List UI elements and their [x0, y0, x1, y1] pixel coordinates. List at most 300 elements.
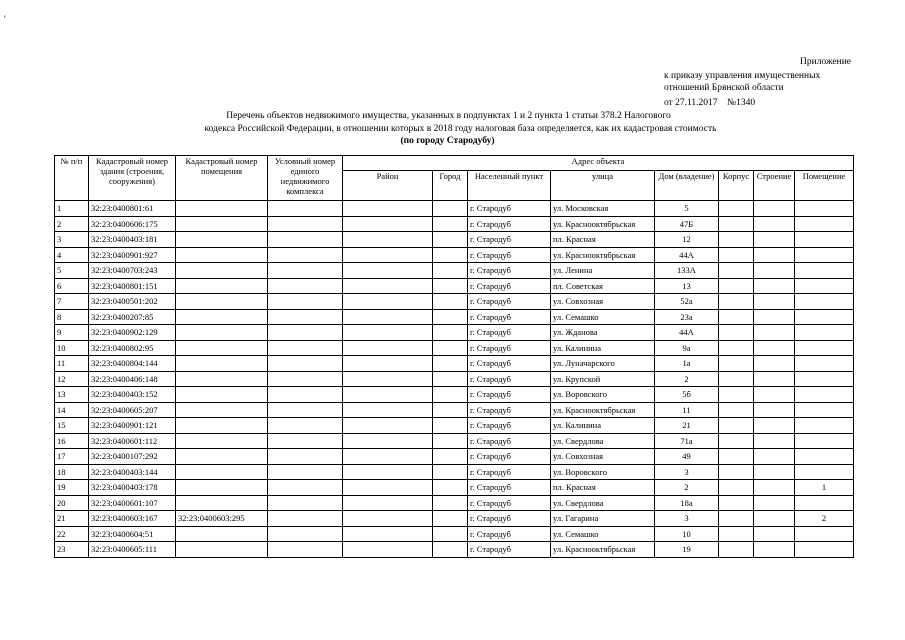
cell-stroenie: [754, 216, 795, 232]
cell-house: 2: [655, 371, 719, 387]
table-row: [55, 542, 854, 558]
cell-building-cadastral: 32:23:0400605:207: [89, 402, 176, 418]
cell-city: [433, 511, 468, 527]
cell-complex-number: [268, 325, 343, 341]
cell-locality: г. Стародуб: [468, 216, 551, 232]
cell-korpus: [719, 464, 754, 480]
cell-room-cadastral: [176, 232, 268, 248]
cell-building-cadastral: 32:23:0400901:927: [89, 247, 176, 263]
cell-korpus: [719, 433, 754, 449]
cell-stroenie: [754, 495, 795, 511]
cell-house: 71а: [655, 433, 719, 449]
cell-pomeshchenie: [795, 433, 854, 449]
cell-house: 5: [655, 201, 719, 217]
cell-house: 9а: [655, 340, 719, 356]
cell-district: [343, 480, 433, 496]
table-row: [55, 263, 854, 279]
cell-row-number: 3: [55, 232, 89, 248]
cell-pomeshchenie: [795, 526, 854, 542]
cell-room-cadastral: [176, 387, 268, 403]
cell-korpus: [719, 232, 754, 248]
cell-city: [433, 278, 468, 294]
cell-street: ул. Московская: [551, 201, 655, 217]
cell-complex-number: [268, 464, 343, 480]
cell-row-number: 21: [55, 511, 89, 527]
cell-korpus: [719, 542, 754, 558]
cell-city: [433, 247, 468, 263]
cell-street: ул. Воровского: [551, 464, 655, 480]
cell-locality: г. Стародуб: [468, 433, 551, 449]
property-registry-table: [54, 155, 854, 558]
cell-korpus: [719, 309, 754, 325]
cell-street: пл. Красная: [551, 480, 655, 496]
cell-city: [433, 356, 468, 372]
cell-building-cadastral: 32:23:0400501:202: [89, 294, 176, 310]
cell-korpus: [719, 480, 754, 496]
document-title-line-2: кодекса Российской Федерации, в отношении которых в 2018 году налоговая база определяется, как их кадастровая стоимость: [204, 124, 717, 134]
cell-room-cadastral: [176, 464, 268, 480]
cell-building-cadastral: 32:23:0400403:178: [89, 480, 176, 496]
cell-district: [343, 449, 433, 465]
cell-room-cadastral: [176, 356, 268, 372]
cell-stroenie: [754, 294, 795, 310]
cell-pomeshchenie: [795, 263, 854, 279]
cell-row-number: 10: [55, 340, 89, 356]
cell-stroenie: [754, 511, 795, 527]
cell-room-cadastral: [176, 294, 268, 310]
cell-row-number: 15: [55, 418, 89, 434]
cell-building-cadastral: 32:23:0400606:175: [89, 216, 176, 232]
cell-korpus: [719, 325, 754, 341]
table-header: [55, 156, 854, 201]
cell-street: ул. Гагарина: [551, 511, 655, 527]
cell-city: [433, 325, 468, 341]
cell-room-cadastral: [176, 402, 268, 418]
cell-pomeshchenie: [795, 294, 854, 310]
cell-room-cadastral: [176, 325, 268, 341]
cell-house: 47Б: [655, 216, 719, 232]
cell-building-cadastral: 32:23:0400802:95: [89, 340, 176, 356]
cell-street: пл. Красная: [551, 232, 655, 248]
cell-street: ул. Краснооктябрьская: [551, 247, 655, 263]
cell-house: 1а: [655, 356, 719, 372]
cell-row-number: 7: [55, 294, 89, 310]
cell-room-cadastral: [176, 495, 268, 511]
cell-house: 133А: [655, 263, 719, 279]
cell-locality: г. Стародуб: [468, 232, 551, 248]
cell-korpus: [719, 340, 754, 356]
col-header-district: Район: [343, 171, 433, 201]
cell-korpus: [719, 216, 754, 232]
table-body: [55, 201, 854, 558]
cell-room-cadastral: [176, 418, 268, 434]
cell-district: [343, 495, 433, 511]
cell-locality: г. Стародуб: [468, 464, 551, 480]
cell-building-cadastral: 32:23:0400601:107: [89, 495, 176, 511]
cell-house: 44А: [655, 325, 719, 341]
cell-street: ул. Луначарского: [551, 356, 655, 372]
cell-house: 13: [655, 278, 719, 294]
cell-building-cadastral: 32:23:0400403:181: [89, 232, 176, 248]
cell-locality: г. Стародуб: [468, 418, 551, 434]
cell-building-cadastral: 32:23:0400107:292: [89, 449, 176, 465]
cell-complex-number: [268, 309, 343, 325]
cell-city: [433, 387, 468, 403]
cell-house: 5б: [655, 387, 719, 403]
cell-korpus: [719, 247, 754, 263]
table-row: [55, 325, 854, 341]
table-row: [55, 356, 854, 372]
cell-city: [433, 464, 468, 480]
cell-row-number: 16: [55, 433, 89, 449]
cell-complex-number: [268, 216, 343, 232]
col-header-complex: Условный номер единого недвижимого комплекса: [268, 156, 343, 201]
cell-district: [343, 294, 433, 310]
cell-pomeshchenie: [795, 495, 854, 511]
cell-locality: г. Стародуб: [468, 201, 551, 217]
table-row: [55, 278, 854, 294]
cell-stroenie: [754, 309, 795, 325]
cell-building-cadastral: 32:23:0400601:112: [89, 433, 176, 449]
cell-stroenie: [754, 433, 795, 449]
cell-city: [433, 480, 468, 496]
cell-building-cadastral: 32:23:0400801:151: [89, 278, 176, 294]
cell-locality: г. Стародуб: [468, 402, 551, 418]
cell-district: [343, 247, 433, 263]
cell-stroenie: [754, 371, 795, 387]
cell-locality: г. Стародуб: [468, 542, 551, 558]
table-row: [55, 526, 854, 542]
cell-stroenie: [754, 247, 795, 263]
cell-locality: г. Стародуб: [468, 480, 551, 496]
cell-city: [433, 418, 468, 434]
cell-city: [433, 294, 468, 310]
cell-street: ул. Совхозная: [551, 294, 655, 310]
cell-complex-number: [268, 495, 343, 511]
col-header-locality: Населенный пункт: [468, 171, 551, 201]
cell-locality: г. Стародуб: [468, 449, 551, 465]
cell-pomeshchenie: [795, 278, 854, 294]
cell-complex-number: [268, 294, 343, 310]
cell-pomeshchenie: [795, 387, 854, 403]
cell-korpus: [719, 278, 754, 294]
cell-street: ул. Семашко: [551, 526, 655, 542]
cell-complex-number: [268, 387, 343, 403]
cell-locality: г. Стародуб: [468, 263, 551, 279]
cell-stroenie: [754, 418, 795, 434]
cell-pomeshchenie: [795, 464, 854, 480]
cell-district: [343, 371, 433, 387]
cell-stroenie: [754, 356, 795, 372]
cell-street: ул. Краснооктябрьская: [551, 216, 655, 232]
table-row: [55, 387, 854, 403]
cell-street: ул. Семашко: [551, 309, 655, 325]
cell-street: ул. Крупской: [551, 371, 655, 387]
cell-complex-number: [268, 511, 343, 527]
cell-city: [433, 526, 468, 542]
cell-complex-number: [268, 402, 343, 418]
appendix-agency-line: отношений Брянской области: [664, 83, 784, 93]
table-row: [55, 464, 854, 480]
cell-locality: г. Стародуб: [468, 325, 551, 341]
cell-row-number: 2: [55, 216, 89, 232]
table-row: [55, 371, 854, 387]
cell-pomeshchenie: [795, 309, 854, 325]
cell-room-cadastral: [176, 526, 268, 542]
cell-city: [433, 371, 468, 387]
cell-pomeshchenie: [795, 216, 854, 232]
cell-building-cadastral: 32:23:0400801:61: [89, 201, 176, 217]
cell-complex-number: [268, 433, 343, 449]
cell-korpus: [719, 201, 754, 217]
cell-stroenie: [754, 542, 795, 558]
document-title-city: (по городу Стародубу): [400, 136, 495, 146]
cell-stroenie: [754, 387, 795, 403]
cell-row-number: 6: [55, 278, 89, 294]
cell-building-cadastral: 32:23:0400605:111: [89, 542, 176, 558]
cell-room-cadastral: [176, 449, 268, 465]
cell-korpus: [719, 526, 754, 542]
cell-row-number: 13: [55, 387, 89, 403]
cell-house: 21: [655, 418, 719, 434]
cell-pomeshchenie: [795, 449, 854, 465]
cell-street: пл. Советская: [551, 278, 655, 294]
cell-district: [343, 464, 433, 480]
table-row: [55, 340, 854, 356]
cell-stroenie: [754, 325, 795, 341]
cell-street: ул. Калинина: [551, 418, 655, 434]
col-header-pomeshchenie: Помещение: [795, 171, 854, 201]
cell-room-cadastral: 32:23:0400603:295: [176, 511, 268, 527]
col-header-korpus: Корпус: [719, 171, 754, 201]
cell-room-cadastral: [176, 216, 268, 232]
cell-district: [343, 232, 433, 248]
col-header-num: № п/п: [55, 156, 89, 201]
cell-korpus: [719, 495, 754, 511]
cell-complex-number: [268, 526, 343, 542]
cell-district: [343, 511, 433, 527]
cell-complex-number: [268, 201, 343, 217]
cell-room-cadastral: [176, 340, 268, 356]
cell-house: 44А: [655, 247, 719, 263]
cell-house: 3: [655, 464, 719, 480]
cell-korpus: [719, 418, 754, 434]
cell-room-cadastral: [176, 278, 268, 294]
cell-district: [343, 325, 433, 341]
cell-locality: г. Стародуб: [468, 294, 551, 310]
cell-complex-number: [268, 418, 343, 434]
cell-korpus: [719, 511, 754, 527]
cell-pomeshchenie: [795, 356, 854, 372]
cell-stroenie: [754, 201, 795, 217]
cell-complex-number: [268, 278, 343, 294]
cell-city: [433, 216, 468, 232]
cell-house: 49: [655, 449, 719, 465]
cell-row-number: 5: [55, 263, 89, 279]
cell-district: [343, 309, 433, 325]
table-row: [55, 511, 854, 527]
cell-house: 12: [655, 232, 719, 248]
cell-house: 18а: [655, 495, 719, 511]
cell-district: [343, 418, 433, 434]
cell-stroenie: [754, 449, 795, 465]
cell-building-cadastral: 32:23:0400406:148: [89, 371, 176, 387]
appendix-date-number: от 27.11.2017 №1340: [664, 98, 756, 108]
cell-row-number: 17: [55, 449, 89, 465]
cell-city: [433, 495, 468, 511]
cell-stroenie: [754, 402, 795, 418]
cell-building-cadastral: 32:23:0400703:243: [89, 263, 176, 279]
cell-row-number: 20: [55, 495, 89, 511]
cell-city: [433, 449, 468, 465]
cell-row-number: 12: [55, 371, 89, 387]
cell-district: [343, 263, 433, 279]
cell-korpus: [719, 263, 754, 279]
cell-room-cadastral: [176, 247, 268, 263]
cell-complex-number: [268, 449, 343, 465]
scan-mark: ': [4, 14, 6, 24]
cell-city: [433, 402, 468, 418]
cell-street: ул. Жданова: [551, 325, 655, 341]
cell-room-cadastral: [176, 263, 268, 279]
cell-room-cadastral: [176, 201, 268, 217]
cell-complex-number: [268, 340, 343, 356]
cell-pomeshchenie: [795, 340, 854, 356]
cell-korpus: [719, 371, 754, 387]
cell-korpus: [719, 294, 754, 310]
cell-pomeshchenie: [795, 371, 854, 387]
cell-district: [343, 402, 433, 418]
cell-pomeshchenie: [795, 418, 854, 434]
cell-district: [343, 387, 433, 403]
cell-house: 10: [655, 526, 719, 542]
cell-house: 23а: [655, 309, 719, 325]
cell-city: [433, 309, 468, 325]
cell-korpus: [719, 356, 754, 372]
cell-street: ул. Совхозная: [551, 449, 655, 465]
table-row: [55, 402, 854, 418]
cell-district: [343, 356, 433, 372]
cell-stroenie: [754, 263, 795, 279]
cell-row-number: 23: [55, 542, 89, 558]
cell-building-cadastral: 32:23:0400403:144: [89, 464, 176, 480]
cell-district: [343, 201, 433, 217]
cell-district: [343, 542, 433, 558]
cell-house: 52а: [655, 294, 719, 310]
cell-locality: г. Стародуб: [468, 309, 551, 325]
cell-city: [433, 433, 468, 449]
cell-house: 3: [655, 511, 719, 527]
cell-room-cadastral: [176, 480, 268, 496]
table-row: [55, 216, 854, 232]
cell-complex-number: [268, 247, 343, 263]
col-header-room: Кадастровый номер помещения: [176, 156, 268, 201]
cell-locality: г. Стародуб: [468, 247, 551, 263]
col-header-address: Адрес объекта: [343, 156, 854, 171]
cell-complex-number: [268, 356, 343, 372]
table-row: [55, 433, 854, 449]
cell-stroenie: [754, 232, 795, 248]
cell-row-number: 8: [55, 309, 89, 325]
cell-street: ул. Воровского: [551, 387, 655, 403]
cell-complex-number: [268, 480, 343, 496]
cell-locality: г. Стародуб: [468, 340, 551, 356]
cell-korpus: [719, 449, 754, 465]
cell-building-cadastral: 32:23:0400403:152: [89, 387, 176, 403]
col-header-building: Кадастровый номер здания (строения, сооружения): [89, 156, 176, 201]
col-header-house: Дом (владение): [655, 171, 719, 201]
col-header-stroenie: Строение: [754, 171, 795, 201]
cell-complex-number: [268, 371, 343, 387]
cell-complex-number: [268, 232, 343, 248]
cell-row-number: 9: [55, 325, 89, 341]
cell-complex-number: [268, 263, 343, 279]
cell-house: 19: [655, 542, 719, 558]
cell-row-number: 19: [55, 480, 89, 496]
cell-district: [343, 340, 433, 356]
cell-pomeshchenie: [795, 232, 854, 248]
appendix-order-line: к приказу управления имущественных: [664, 71, 821, 81]
col-header-city: Город: [433, 171, 468, 201]
cell-city: [433, 340, 468, 356]
cell-building-cadastral: 32:23:0400603:167: [89, 511, 176, 527]
cell-room-cadastral: [176, 371, 268, 387]
cell-street: ул. Краснооктябрьская: [551, 542, 655, 558]
col-header-street: улица: [551, 171, 655, 201]
cell-row-number: 22: [55, 526, 89, 542]
cell-locality: г. Стародуб: [468, 278, 551, 294]
cell-stroenie: [754, 340, 795, 356]
cell-pomeshchenie: [795, 542, 854, 558]
cell-locality: г. Стародуб: [468, 495, 551, 511]
cell-locality: г. Стародуб: [468, 511, 551, 527]
cell-pomeshchenie: [795, 402, 854, 418]
cell-building-cadastral: 32:23:0400901:121: [89, 418, 176, 434]
cell-pomeshchenie: 1: [795, 480, 854, 496]
cell-street: ул. Калинина: [551, 340, 655, 356]
cell-city: [433, 201, 468, 217]
cell-building-cadastral: 32:23:0400604:51: [89, 526, 176, 542]
cell-korpus: [719, 387, 754, 403]
table-row: [55, 201, 854, 217]
document-title-line-1: Перечень объектов недвижимого имущества, указанных в подпунктах 1 и 2 пункта 1 статьи 378.2 Налогового: [226, 111, 671, 121]
cell-room-cadastral: [176, 309, 268, 325]
cell-district: [343, 433, 433, 449]
cell-street: ул. Свердлова: [551, 433, 655, 449]
cell-building-cadastral: 32:23:0400804:144: [89, 356, 176, 372]
cell-row-number: 4: [55, 247, 89, 263]
table-row: [55, 418, 854, 434]
cell-room-cadastral: [176, 433, 268, 449]
table-row: [55, 449, 854, 465]
cell-row-number: 11: [55, 356, 89, 372]
cell-stroenie: [754, 526, 795, 542]
cell-row-number: 1: [55, 201, 89, 217]
cell-room-cadastral: [176, 542, 268, 558]
cell-stroenie: [754, 480, 795, 496]
cell-district: [343, 526, 433, 542]
cell-locality: г. Стародуб: [468, 356, 551, 372]
cell-stroenie: [754, 464, 795, 480]
cell-house: 2: [655, 480, 719, 496]
table-row: [55, 495, 854, 511]
cell-pomeshchenie: [795, 201, 854, 217]
cell-stroenie: [754, 278, 795, 294]
cell-row-number: 14: [55, 402, 89, 418]
cell-row-number: 18: [55, 464, 89, 480]
cell-building-cadastral: 32:23:0400902:129: [89, 325, 176, 341]
cell-district: [343, 216, 433, 232]
